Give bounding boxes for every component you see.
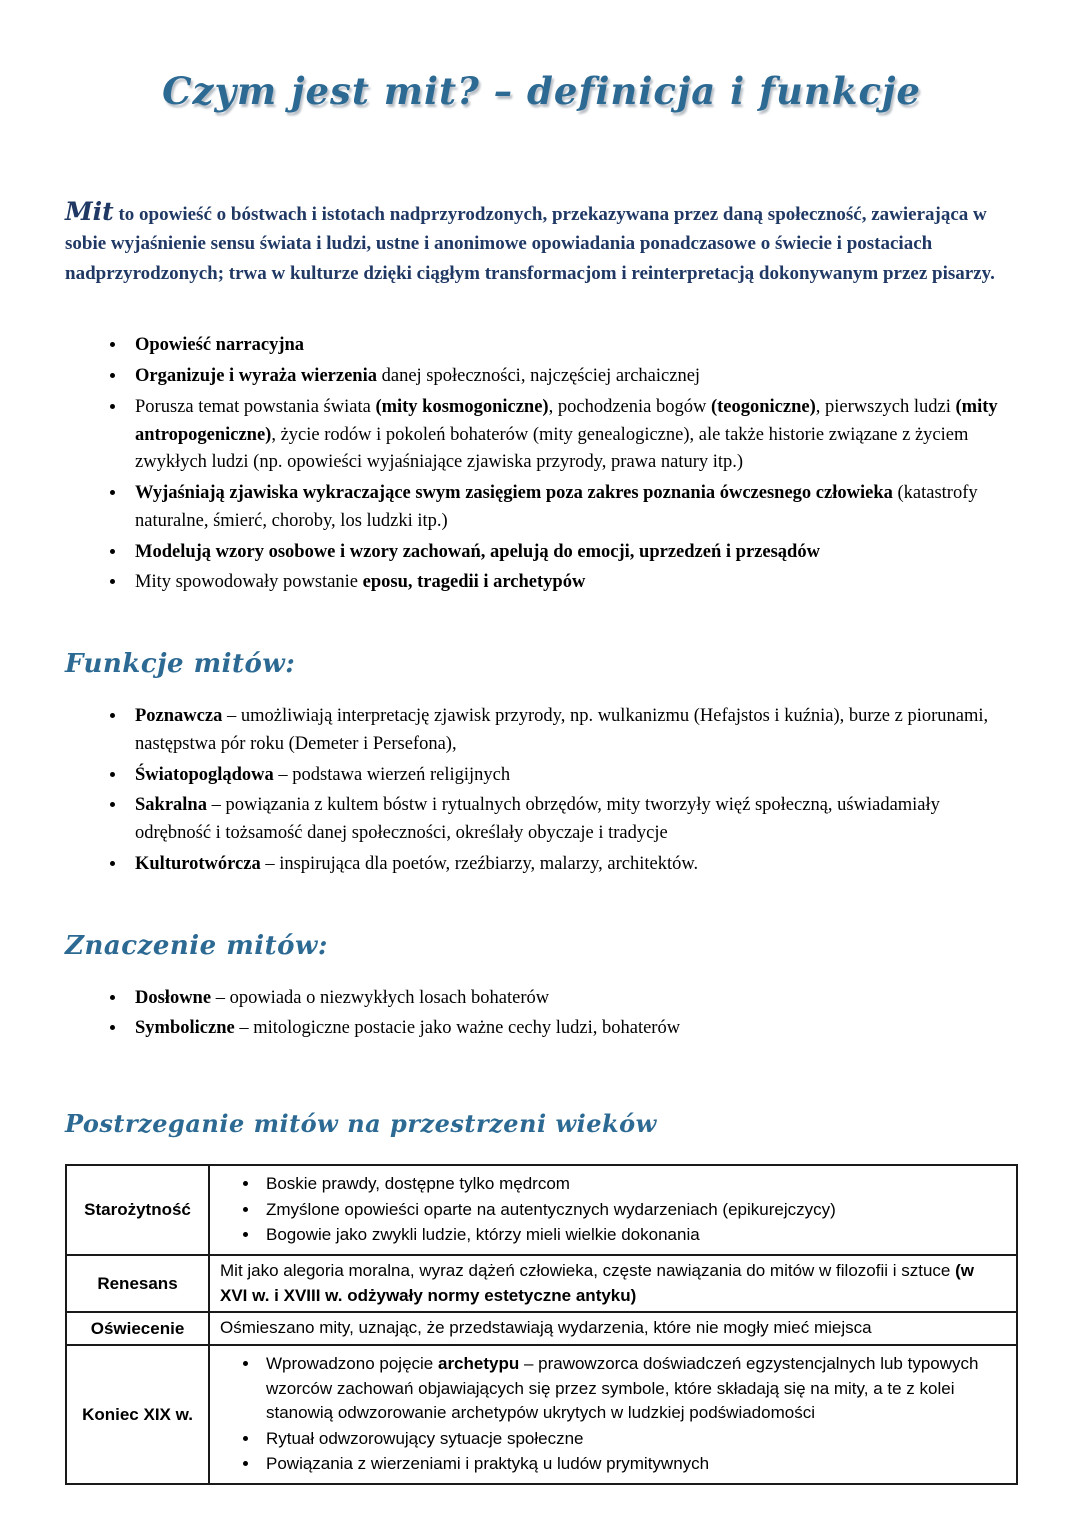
text-run: , życie rodów i pokoleń bohaterów (mity genealogiczne), ale także historie związane z życiem zwykłych ludzi (np. opowieści wyjaśniające zjawiska przyrody, prawa natury itp.) [135, 424, 969, 473]
intro-text [65, 204, 995, 284]
bullet-item [127, 480, 1018, 536]
text-run: Sakralna [135, 795, 207, 816]
text-run: – umożliwiają interpretację zjawisk przyrody, np. wulkanizmu (Hefajstos i kuźnia), burze z piorunami, następstwa pór roku (Demeter i Persefona), [135, 706, 989, 754]
bullet-item [260, 1223, 1006, 1248]
bullet-item [127, 792, 1018, 848]
bullet-item [260, 1172, 1006, 1197]
era-bullet-list [220, 1172, 1006, 1248]
funkcje-bullet-list [65, 703, 1018, 879]
era-content [209, 1255, 1017, 1312]
bullet-item [127, 363, 1018, 391]
bullet-item [260, 1452, 1006, 1477]
intro-paragraph [65, 199, 1018, 288]
text-run: – powiązania z kultem bóstw i rytualnych obrzędów, mity tworzyły więź społeczną, uświadamiały odrębność i tożsamość danej społeczności, określały obyczaje i tradycje [135, 795, 940, 844]
text-run: (mity kosmogoniczne) [375, 396, 549, 417]
era-content [209, 1345, 1017, 1484]
text-run: (mity antropogeniczne) [135, 396, 998, 445]
bullet-item [127, 985, 1018, 1013]
text-run: Mity spowodowały powstanie [135, 572, 363, 593]
znaczenie-bullet-list [65, 985, 1018, 1044]
text-run: danej społeczności, najczęściej archaicznej [376, 366, 701, 387]
era-content [209, 1312, 1017, 1345]
section-heading-funkcje: Funkcje mitów: [65, 649, 296, 680]
text-run: Światopoglądowa [135, 764, 274, 785]
bullet-item [260, 1198, 1006, 1223]
bullet-item [127, 569, 1018, 597]
myths-perception-table [65, 1164, 1018, 1485]
text-run: Opowieść narracyjna [135, 335, 305, 356]
text-run: Modelują wzory osobowe i wzory zachowań, apelują do emocji, uprzedzeń i przesądów [135, 541, 820, 562]
text-run: Wprowadzono pojęcie [266, 1353, 438, 1373]
intro-lead-word: Mit [65, 197, 114, 226]
bullet-item [127, 539, 1018, 567]
text-run: Rytuał odwzorowujący sytuacje społeczne [266, 1428, 584, 1448]
table-row [66, 1345, 1017, 1484]
text-run: archetypu [437, 1353, 520, 1373]
text-run: Wyjaśniają zjawiska wykraczające swym zasięgiem poza zakres poznania ówczesnego człowieka [135, 483, 893, 504]
main-bullet-list [65, 332, 1018, 597]
text-run: , pochodzenia bogów [548, 396, 711, 417]
era-label: Koniec XIX w. [66, 1345, 209, 1484]
table-row [66, 1165, 1017, 1255]
text-run: Mit jako alegoria moralna, wyraz dążeń człowieka, częste nawiązania do mitów w filozofii i sztuce [220, 1260, 956, 1280]
text-run: Ośmieszano mity, uznając, że przedstawiają wydarzenia, które nie mogły mieć miejsca [220, 1318, 872, 1338]
bullet-item [127, 703, 1018, 759]
bullet-item [127, 851, 1018, 879]
text-run: Kulturotwórcza [135, 853, 261, 874]
section-heading-znaczenie: Znaczenie mitów: [65, 930, 328, 961]
text-run: (teogoniczne) [710, 396, 816, 417]
bullet-item [127, 394, 1018, 477]
page-title: Czym jest mit? – definicja i funkcje [162, 69, 921, 113]
text-run: Zmyślone opowieści oparte na autentycznych wydarzeniach (epikurejczycy) [266, 1199, 836, 1219]
text-run: Powiązania z wierzeniami i praktyką u ludów prymitywnych [266, 1454, 710, 1474]
text-run: Porusza temat powstania świata [135, 396, 376, 417]
text-run: – inspirująca dla poetów, rzeźbiarzy, malarzy, architektów. [260, 853, 699, 874]
bullet-item [260, 1427, 1006, 1452]
table-row [66, 1312, 1017, 1345]
text-run: Boskie prawdy, dostępne tylko mędrcom [266, 1174, 570, 1194]
text-run: – prawowzorca doświadczeń egzystencjalnych lub typowych wzorców zachowań objawiających się przez symbole, które składają się na mity, a te z kolei stanowią odwzorowanie archetypów ukrytych w ludzkiej podświadomości [266, 1353, 979, 1423]
era-label: Starożytność [66, 1165, 209, 1255]
text-run: Dosłowne [135, 987, 212, 1008]
text-run: , pierwszych ludzi [815, 396, 956, 417]
text-run: (katastrofy naturalne, śmierć, choroby, los ludzki itp.) [135, 483, 978, 531]
era-label: Renesans [66, 1255, 209, 1312]
era-content [209, 1165, 1017, 1255]
section-heading-postrzeganie: Postrzeganie mitów na przestrzeni wieków [65, 1109, 657, 1139]
bullet-item [127, 332, 1018, 360]
text-run: – mitologiczne postacie jako ważne cechy ludzi, bohaterów [234, 1018, 681, 1039]
era-bullet-list [220, 1352, 1006, 1477]
text-run: Symboliczne [135, 1018, 235, 1039]
text-run: to opowieść o bóstwach i istotach nadprzyrodzonych, przekazywana przez daną społeczność, zawierająca w sobie wyjaśnienie sensu świata i ludzi, ustne i anonimowe opowiadania ponadczasowe o świecie i postaciach nadprzyrodzonych; trwa w kulturze dzięki ciągłym transformacjom i reinterpretacją dokonywanym przez pisarzy. [65, 204, 995, 284]
text-run: – podstawa wierzeń religijnych [273, 764, 511, 785]
text-run: Bogowie jako zwykli ludzie, którzy mieli wielkie dokonania [266, 1225, 700, 1245]
text-run: Organizuje i wyraża wierzenia [135, 366, 377, 387]
bullet-item [260, 1352, 1006, 1426]
text-run: Poznawcza [135, 706, 223, 727]
bullet-item [127, 762, 1018, 790]
text-run: eposu, tragedii i archetypów [362, 572, 586, 593]
era-label: Oświecenie [66, 1312, 209, 1345]
myths-table-body [66, 1165, 1017, 1484]
text-run: (w XVI w. i XVIII w. odżywały normy estetyczne antyku) [220, 1260, 974, 1305]
table-row [66, 1255, 1017, 1312]
bullet-item [127, 1015, 1018, 1043]
text-run: – opowiada o niezwykłych losach bohaterów [211, 987, 550, 1008]
